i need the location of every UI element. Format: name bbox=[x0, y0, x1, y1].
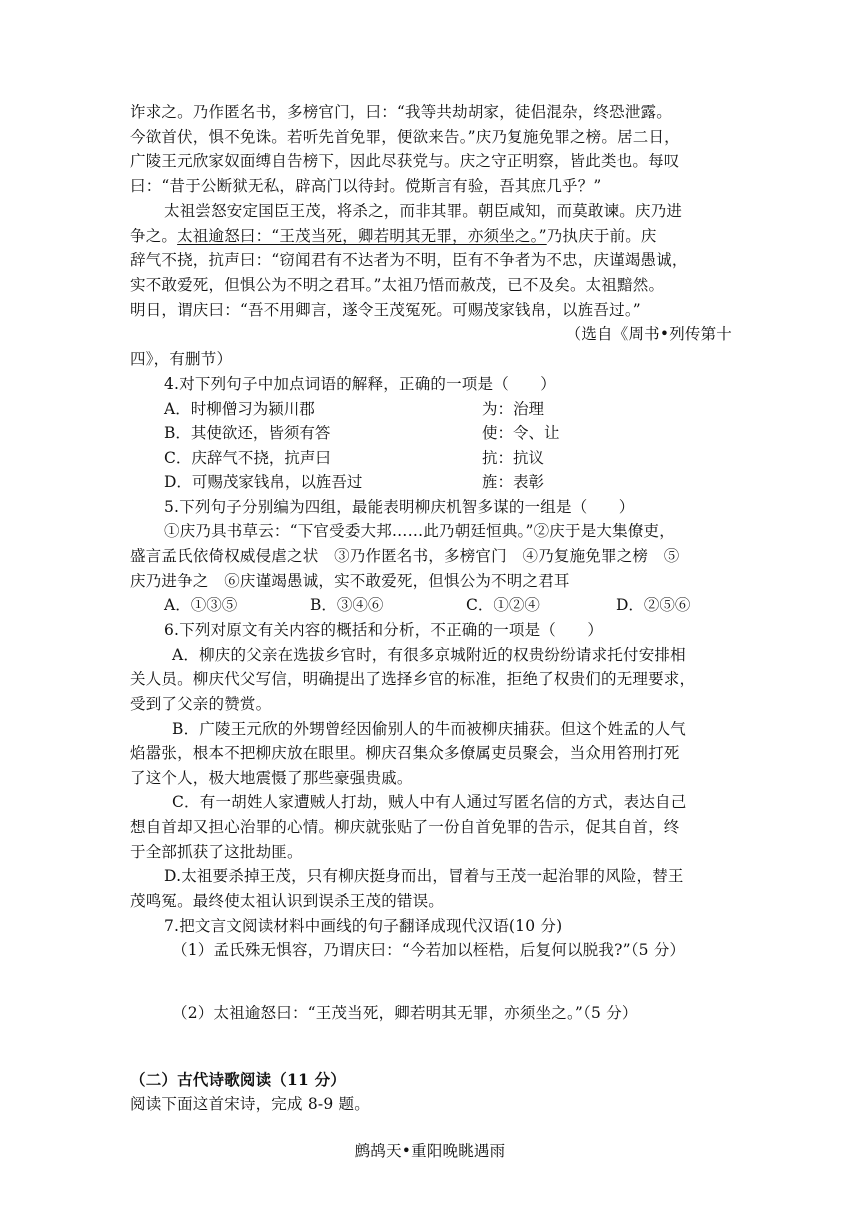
source-citation-line-2: 四》，有删节） bbox=[130, 350, 233, 368]
passage-line-8: 实不敢爱死，但惧公为不明之君耳。”太祖乃悟而赦茂，已不及矣。太祖黯然。 bbox=[130, 276, 665, 294]
q5-line-2: 盛言孟氏依倚权威侵虐之状 ③乃作匿名书，多榜官门 ④乃复施免罪之榜 ⑤ bbox=[130, 547, 680, 565]
q6-a-line-3: 受到了父亲的赞赏。 bbox=[130, 695, 272, 713]
q6-a-line-2: 关人员。柳庆代父写信，明确提出了选择乡官的标准，拒绝了权贵们的无理要求， bbox=[130, 670, 696, 688]
q4-option-a-answer: 为：治理 bbox=[482, 400, 545, 418]
passage-line-5: 太祖尝怒安定国臣王茂，将杀之，而非其罪。朝臣咸知，而莫敢谏。庆乃进 bbox=[164, 202, 683, 220]
passage-line-9: 明日，谓庆曰：“吾不用卿言，遂令王茂冤死。可赐茂家钱帛，以旌吾过。” bbox=[130, 301, 641, 319]
q6-b-line-2: 焰嚣张，根本不把柳庆放在眼里。柳庆召集众多僚属吏员聚会，当众用笞刑打死 bbox=[130, 744, 680, 762]
passage-line-6-post: 乃执庆于前。庆 bbox=[546, 227, 657, 245]
q6-c-line-2: 想自首却又担心治罪的心情。柳庆就张贴了一份自首免罪的告示，促其自首，终 bbox=[130, 818, 680, 836]
passage-line-6-pre: 争之。 bbox=[130, 227, 178, 245]
q4-option-a: A．时柳僧习为颍川郡 bbox=[164, 400, 315, 418]
q5-choice-b: B．③④⑥ bbox=[310, 596, 384, 614]
q5-line-1: ①庆乃具书草云：“下官受委大邦……此乃朝廷恒典。”②庆于是大集僚吏， bbox=[164, 522, 675, 540]
source-citation-line-1: （选自《周书•列传第十 bbox=[565, 325, 732, 343]
passage-line-1: 诈求之。乃作匿名书，多榜官门，曰：“我等共劫胡家，徒侣混杂，终恐泄露。 bbox=[130, 103, 672, 121]
q7-stem: 7.把文言文阅读材料中画线的句子翻译成现代汉语(10 分) bbox=[164, 917, 563, 935]
section-heading: （二）古代诗歌阅读（11 分） bbox=[130, 1070, 346, 1089]
q6-b-line-1: B．广陵王元欣的外甥曾经因偷别人的牛而被柳庆捕获。但这个姓孟的人气 bbox=[172, 720, 686, 738]
q4-stem: 4.对下列句子中加点词语的解释，正确的一项是（ ） bbox=[164, 375, 556, 393]
q5-line-3: 庆乃进争之 ⑥庆谨竭愚诚，实不敢爱死，但惧公为不明之君耳 bbox=[130, 572, 570, 590]
passage-line-2: 今欲首伏，惧不免诛。若听先首免罪，便欲来告。”庆乃复施免罪之榜。居二日， bbox=[130, 128, 680, 146]
q5-stem: 5.下列句子分别编为四组，最能表明柳庆机智多谋的一组是（ ） bbox=[164, 498, 635, 516]
q7-sentence-1: （1）孟氏殊无惧容，乃谓庆曰：“今若加以桎梏，后复何以脱我?”（5 分） bbox=[172, 941, 686, 959]
poem-title: 鹧鸪天•重阳晚眺遇雨 bbox=[354, 1142, 506, 1160]
q6-d-line-1: D.太祖要杀掉王茂，只有柳庆挺身而出，冒着与王茂一起治罪的风险，替王 bbox=[164, 867, 684, 885]
q6-c-line-1: C．有一胡姓人家遭贼人打劫，贼人中有人通过写匿名信的方式，表达自己 bbox=[172, 793, 687, 811]
q5-choice-d: D．②⑤⑥ bbox=[616, 596, 691, 614]
q4-option-d: D．可赐茂家钱帛，以旌吾过 bbox=[164, 473, 363, 491]
passage-line-6 bbox=[130, 224, 730, 248]
q4-option-d-answer: 旌：表彰 bbox=[482, 473, 545, 491]
underlined-sentence: 太祖逾怒曰：“王茂当死，卿若明其无罪，亦须坐之。” bbox=[177, 227, 547, 245]
passage-line-7: 辞气不挠，抗声曰：“窃闻君有不达者为不明，臣有不争者为不忠，庆谨竭愚诚， bbox=[130, 251, 688, 269]
section-instruction: 阅读下面这首宋诗，完成 8-9 题。 bbox=[130, 1095, 370, 1113]
passage-line-3: 广陵王元欣家奴面缚自告榜下，因此尽获党与。庆之守正明察，皆此类也。每叹 bbox=[130, 152, 680, 170]
q7-sentence-2: （2）太祖逾怒曰：“王茂当死，卿若明其无罪，亦须坐之。”（5 分） bbox=[172, 1004, 638, 1022]
q4-option-b-answer: 使：令、让 bbox=[482, 424, 560, 442]
q4-option-b: B．其使欲还，皆须有答 bbox=[164, 424, 331, 442]
q6-d-line-2: 茂鸣冤。最终使太祖认识到误杀王茂的错误。 bbox=[130, 892, 445, 910]
q6-b-line-3: 了这个人，极大地震慑了那些豪强贵戚。 bbox=[130, 769, 413, 787]
q4-option-c-answer: 抗：抗议 bbox=[482, 449, 545, 467]
q6-c-line-3: 于全部抓获了这批劫匪。 bbox=[130, 843, 303, 861]
passage-line-4: 曰：“昔于公断狱无私，辟高门以待封。傥斯言有验，吾其庶几乎？” bbox=[130, 177, 602, 195]
q5-choice-a: A．①③⑤ bbox=[164, 596, 238, 614]
q6-a-line-1: A．柳庆的父亲在选拔乡官时，有很多京城附近的权贵纷纷请求托付安排相 bbox=[172, 646, 686, 664]
q5-choice-c: C．①②④ bbox=[466, 596, 540, 614]
q6-stem: 6.下列对原文有关内容的概括和分析，不正确的一项是（ ） bbox=[164, 621, 604, 639]
q4-option-c: C．庆辞气不挠，抗声曰 bbox=[164, 449, 331, 467]
